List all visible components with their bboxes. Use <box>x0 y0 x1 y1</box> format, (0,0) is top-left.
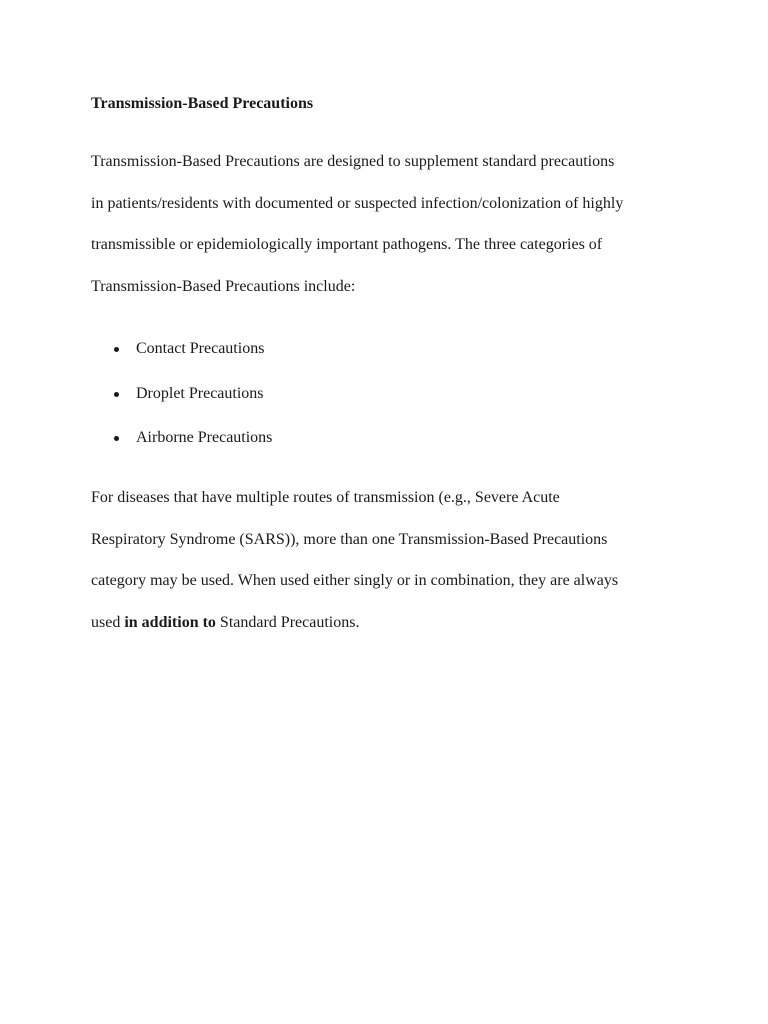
bullet-icon <box>114 436 119 441</box>
routes-paragraph <box>91 488 618 654</box>
last-line-prefix: used <box>91 613 125 631</box>
routes-line: Respiratory Syndrome (SARS)), more than one Transmission-Based Precautions <box>91 530 608 548</box>
intro-line: transmissible or epidemiologically important pathogens. The three categories of <box>91 236 603 253</box>
bullet-icon <box>114 392 119 397</box>
bullet-icon <box>114 347 119 352</box>
routes-last-line <box>91 613 618 655</box>
emphasis-text: in addition to <box>124 613 216 631</box>
routes-line: category may be used. When used either singly or in combination, they are always <box>91 572 619 589</box>
intro-line: Transmission-Based Precautions include: <box>91 277 356 295</box>
intro-paragraph <box>91 152 623 318</box>
last-line-suffix: Standard Precautions. <box>215 613 360 631</box>
routes-line: For diseases that have multiple routes of transmission (e.g., Severe Acute <box>91 489 560 506</box>
list-item-label: Droplet Precautions <box>136 384 264 402</box>
intro-line: Transmission-Based Precautions are designed to supplement standard precautions <box>91 153 615 170</box>
list-item-label: Contact Precautions <box>136 340 265 357</box>
list-item-label: Airborne Precautions <box>136 429 273 446</box>
section-heading: Transmission-Based Precautions <box>91 95 314 112</box>
intro-line: in patients/residents with documented or suspected infection/colonization of highly <box>91 194 624 212</box>
